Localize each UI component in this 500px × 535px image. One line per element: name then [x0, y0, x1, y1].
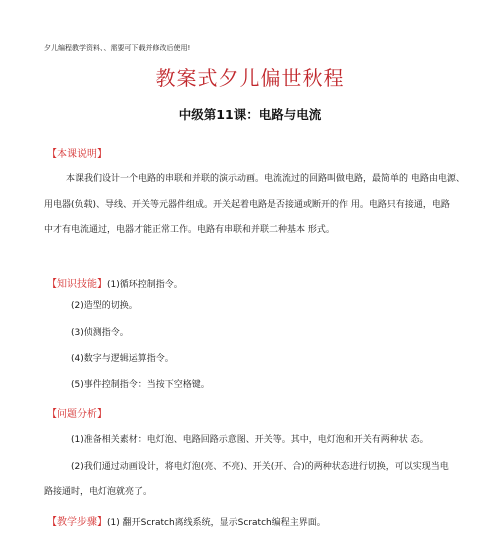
skills-item-2: (2)造型的切换。	[71, 301, 138, 311]
steps-item-1: (1) 翻开Scratch离线系统，显示Scratch编程主界面。	[107, 518, 326, 528]
lesson-subtitle: 中级第11课：电路与电流	[178, 107, 322, 122]
skills-row	[47, 272, 183, 291]
analysis-line-2: (2)我们通过动画设计，将电灯泡(亮、不亮)、开关(开、合)的两种状态进行切换，可以实现当电	[71, 462, 449, 472]
analysis-line-1: (1)准备相关素材：电灯泡、电路回路示意图、开关等。其中，电灯泡和开关有两种状 态。	[71, 435, 429, 445]
skills-item-5: (5)事件控制指令：当按下空格键。	[71, 380, 210, 390]
intro-line-3: 中才有电流通过，电器才能正常工作。电路有串联和并联二种基本 形式。	[44, 225, 335, 235]
analysis-heading: 【问题分析】	[47, 409, 107, 420]
header-note: 夕儿编程教学资料、、需要可下载并修改后使用!	[44, 44, 191, 52]
skills-heading: 【知识技能】	[47, 279, 107, 290]
analysis-line-3: 路接通时，电灯泡就亮了。	[44, 487, 153, 497]
intro-line-1: 本课我们设计一个电路的串联和并联的演示动画。电流流过的回路叫做电路，最简单的 电路由电源、	[66, 174, 465, 184]
skills-item-4: (4)数字与逻辑运算指令。	[71, 354, 174, 364]
skills-item-1: (1)循环控制指令。	[107, 280, 183, 290]
steps-heading: 【教学步骤】	[47, 517, 107, 528]
steps-row	[47, 510, 326, 529]
document-title: 教案式夕儿偏世秋程	[155, 66, 345, 90]
skills-item-3: (3)侦测指令。	[71, 328, 129, 338]
intro-line-2: 用电器(负载)、导线、开关等元器件组成。开关起着电路是否接通或断开的作 用。电路只有接通，电路	[44, 200, 450, 210]
intro-heading: 【本课说明】	[47, 149, 107, 160]
